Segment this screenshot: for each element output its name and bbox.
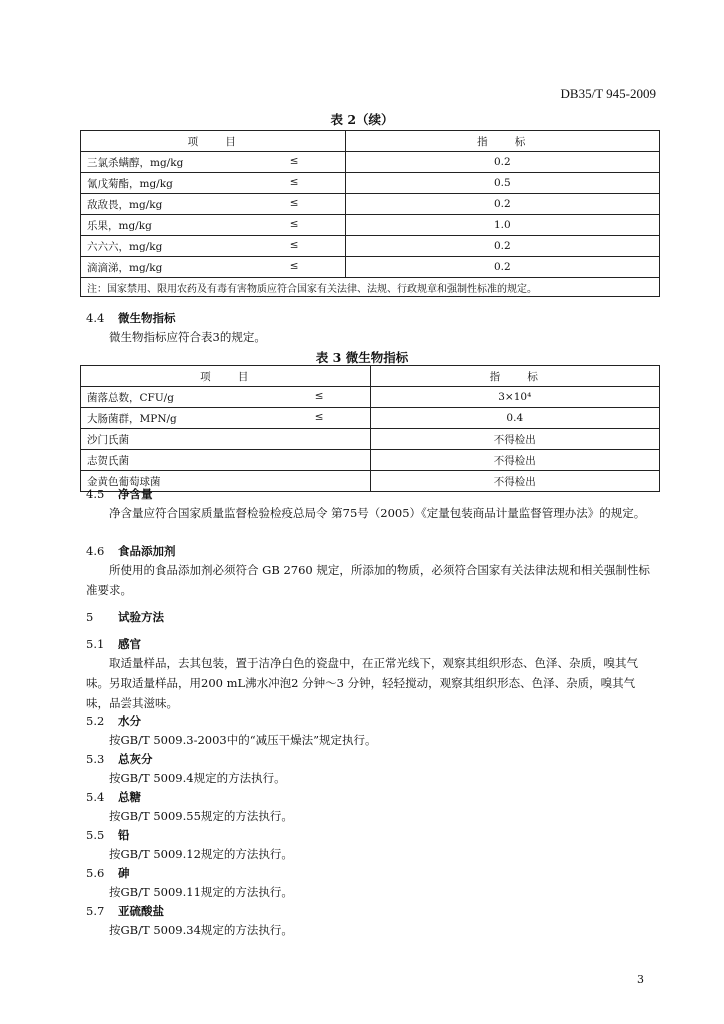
- table-row: [81, 387, 660, 408]
- section-5-6-text: 按GB/T 5009.11规定的方法执行。: [109, 885, 293, 899]
- section-5-6-heading: 5.6 砷: [86, 866, 130, 880]
- section-4-6-heading: 4.6 食品添加剂: [86, 544, 176, 558]
- table-row: [81, 429, 660, 450]
- section-5-4-text: 按GB/T 5009.55规定的方法执行。: [109, 809, 293, 823]
- section-4-4-text: 微生物指标应符合表3的规定。: [109, 330, 266, 344]
- table-row: [81, 257, 660, 278]
- row-op: ≤: [289, 238, 299, 251]
- section-5-2-heading: 5.2 水分: [86, 714, 141, 728]
- header-item: 项 目: [81, 131, 346, 152]
- row-value: 0.2: [345, 257, 659, 278]
- row-value: 3×10⁴: [370, 387, 659, 408]
- table-row: [81, 408, 660, 429]
- table-row: [81, 194, 660, 215]
- table-header-row: [81, 366, 660, 387]
- table2-note: 注：国家禁用、限用农药及有毒有害物质应符合国家有关法律、法规、行政规章和强制性标准的规定。: [81, 278, 660, 297]
- section-5-2-text: 按GB/T 5009.3-2003中的“减压干燥法”规定执行。: [109, 733, 377, 747]
- table2-caption: 表 2（续）: [330, 112, 394, 127]
- header-value: 指 标: [345, 131, 659, 152]
- row-name: 志贺氏菌: [87, 454, 129, 467]
- row-op: ≤: [314, 410, 324, 423]
- row-op: ≤: [314, 389, 324, 402]
- section-4-5-text: 净含量应符合国家质量监督检验检疫总局令 第75号（2005）《定量包装商品计量监督管理办法》的规定。: [109, 506, 646, 520]
- table3-caption: 表 3 微生物指标: [315, 350, 409, 365]
- page-number: 3: [637, 973, 644, 986]
- row-value: 0.4: [370, 408, 659, 429]
- table-row: [81, 471, 660, 492]
- section-5-7-text: 按GB/T 5009.34规定的方法执行。: [109, 923, 293, 937]
- row-op: ≤: [289, 175, 299, 188]
- row-name: 乐果，mg/kg: [87, 219, 152, 232]
- section-5-3-text: 按GB/T 5009.4规定的方法执行。: [109, 771, 286, 785]
- section-5-heading: 5 试验方法: [86, 610, 164, 624]
- row-value: 不得检出: [370, 450, 659, 471]
- row-value: 不得检出: [370, 471, 659, 492]
- row-op: ≤: [289, 154, 299, 167]
- section-5-1-text: 取适量样品，去其包装，置于洁净白色的瓷盘中，在正常光线下，观察其组织形态、色泽、杂质，嗅其气味。另取适量样品，用200 mL沸水冲泡2 分钟～3 分钟，轻轻搅动，观察其组织形态、色泽、杂质，嗅其气味，品尝其滋味。: [86, 656, 638, 710]
- row-op: ≤: [289, 217, 299, 230]
- header-item: 项 目: [81, 366, 371, 387]
- row-value: 0.2: [345, 194, 659, 215]
- table-row: [81, 152, 660, 173]
- section-5-7-heading: 5.7 亚硫酸盐: [86, 904, 164, 918]
- section-5-4-heading: 5.4 总糖: [86, 790, 141, 804]
- row-name: 菌落总数，CFU/g: [87, 391, 174, 404]
- section-4-4-heading: 4.4 微生物指标: [86, 311, 176, 325]
- row-value: 0.2: [345, 236, 659, 257]
- table-row: [81, 173, 660, 194]
- table-header-row: [81, 131, 660, 152]
- row-op: ≤: [289, 196, 299, 209]
- row-name: 敌敌畏，mg/kg: [87, 198, 163, 211]
- table2: [80, 130, 660, 297]
- table-note-row: [81, 278, 660, 297]
- row-name: 氰戊菊酯，mg/kg: [87, 177, 173, 190]
- header-value: 指 标: [370, 366, 659, 387]
- row-value: 0.2: [345, 152, 659, 173]
- row-name: 沙门氏菌: [87, 433, 129, 446]
- row-name: 六六六，mg/kg: [87, 240, 163, 253]
- row-value: 0.5: [345, 173, 659, 194]
- section-5-3-heading: 5.3 总灰分: [86, 752, 153, 766]
- row-value: 1.0: [345, 215, 659, 236]
- row-value: 不得检出: [370, 429, 659, 450]
- row-name: 大肠菌群，MPN/g: [87, 412, 177, 425]
- table-row: [81, 450, 660, 471]
- section-5-5-text: 按GB/T 5009.12规定的方法执行。: [109, 847, 293, 861]
- row-op: ≤: [289, 259, 299, 272]
- table-row: [81, 215, 660, 236]
- section-5-1-heading: 5.1 感官: [86, 637, 141, 651]
- section-4-6-text: 所使用的食品添加剂必须符合 GB 2760 规定，所添加的物质，必须符合国家有关法律法规和相关强制性标准要求。: [86, 563, 650, 597]
- row-name: 金黄色葡萄球菌: [87, 475, 161, 488]
- row-name: 滴滴涕，mg/kg: [87, 261, 163, 274]
- table3: [80, 365, 660, 492]
- document-code: DB35/T 945-2009: [560, 86, 656, 101]
- section-4-5-heading: 4.5 净含量: [86, 487, 153, 501]
- table-row: [81, 236, 660, 257]
- row-name: 三氯杀螨醇，mg/kg: [87, 156, 184, 169]
- section-5-5-heading: 5.5 铅: [86, 828, 130, 842]
